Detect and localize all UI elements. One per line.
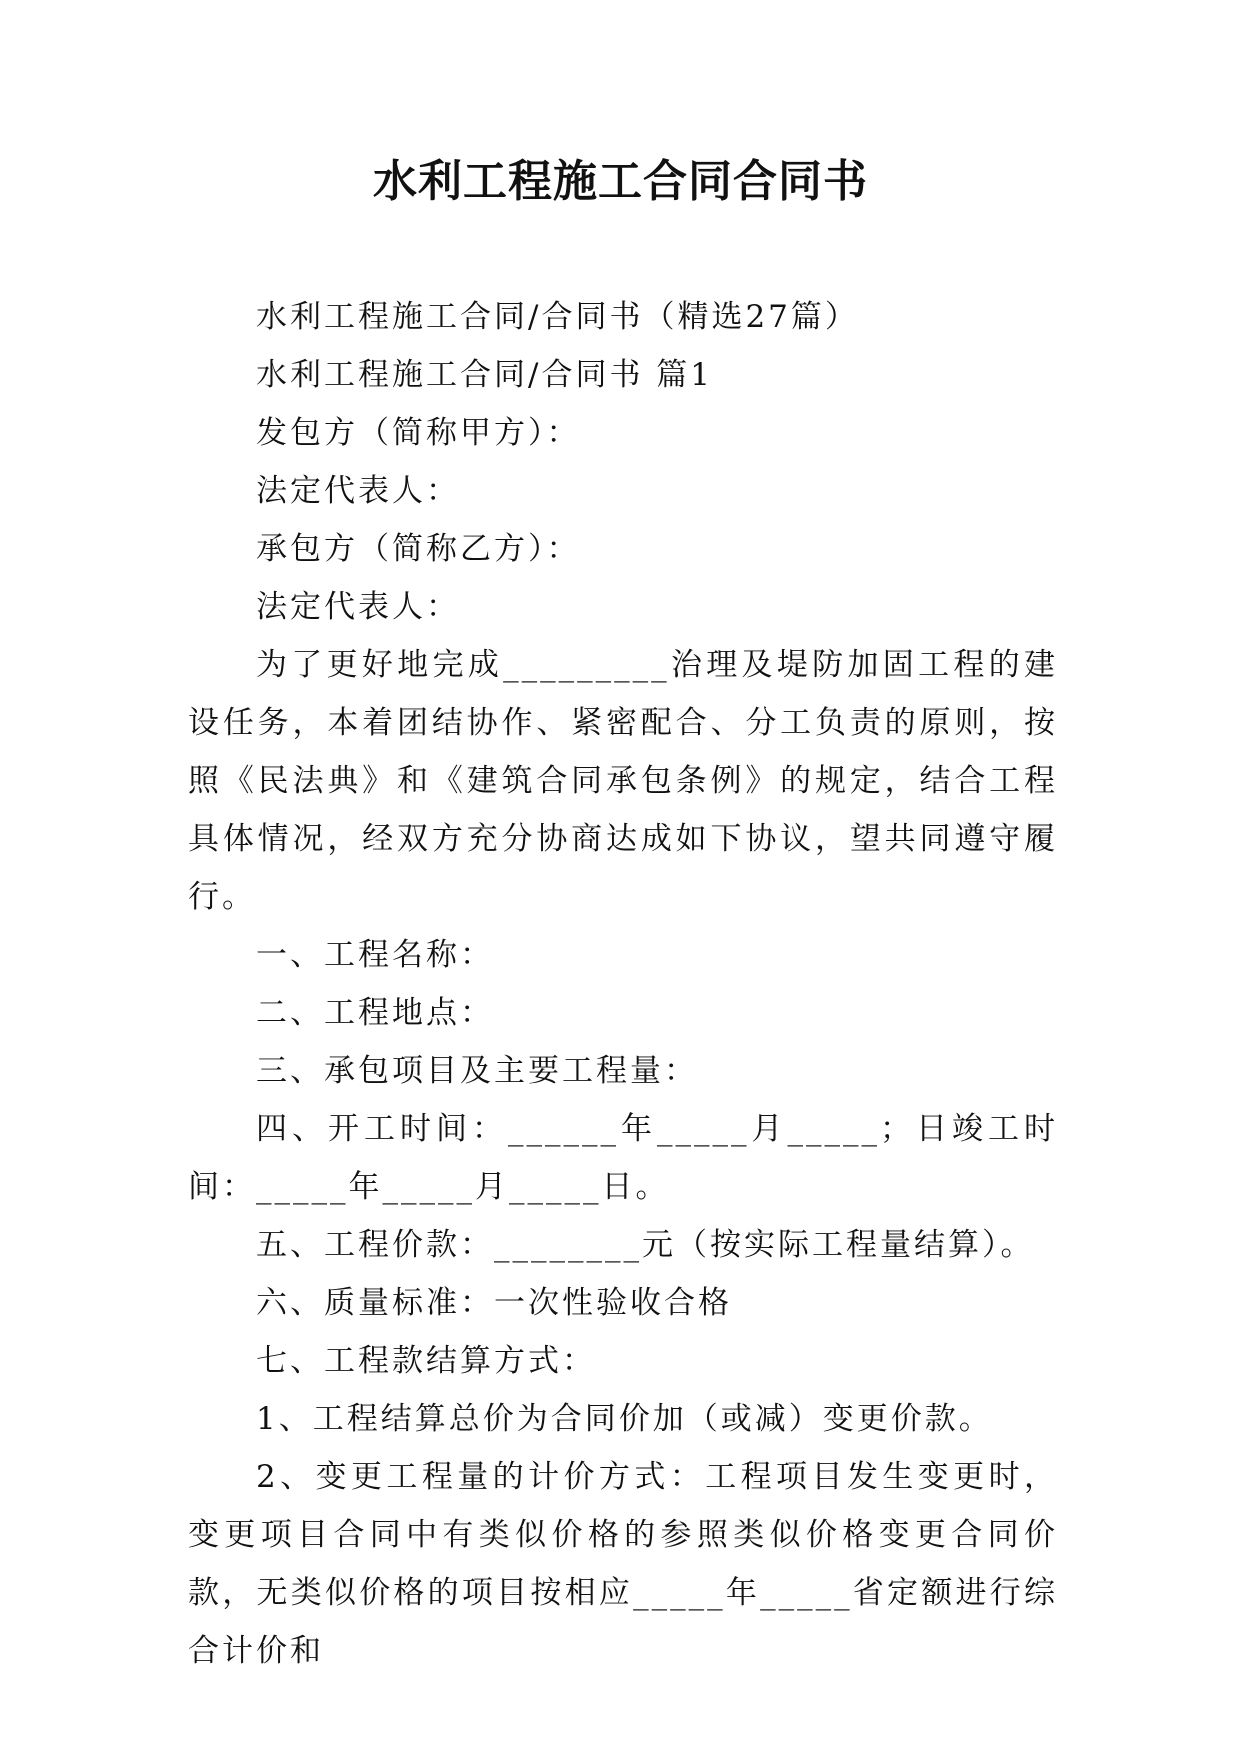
paragraph-schedule: 四、开工时间：______年_____月_____；日竣工时间：_____年_____月_____日。 (188, 1111, 1058, 1205)
paragraph-party-b: 承包方（简称乙方）： (256, 531, 581, 567)
paragraph-party-a-representative: 法定代表人： (256, 473, 460, 509)
paragraph-quality: 六、质量标准：一次性验收合格 (256, 1285, 732, 1321)
paragraph-collection-title: 水利工程施工合同/合同书（精选27篇） (256, 299, 859, 335)
paragraph-project-location: 二、工程地点： (256, 995, 494, 1031)
paragraph-settlement-item-1: 1、工程结算总价为合同价加（或减）变更价款。 (256, 1401, 993, 1437)
paragraph-project-scope: 三、承包项目及主要工程量： (256, 1053, 698, 1089)
paragraph-settlement-item-2: 2、变更工程量的计价方式：工程项目发生变更时，变更项目合同中有类似价格的参照类似价格变更合同价款，无类似价格的项目按相应_____年_____省定额进行综合计价和 (188, 1459, 1058, 1669)
paragraph-settlement: 七、工程款结算方式： (256, 1343, 596, 1379)
paragraph-preamble: 为了更好地完成_________治理及堤防加固工程的建设任务，本着团结协作、紧密配合、分工负责的原则，按照《民法典》和《建筑合同承包条例》的规定，结合工程具体情况，经双方充分协商达成如下协议，望共同遵守履行。 (188, 647, 1058, 915)
paragraph-party-b-representative: 法定代表人： (256, 589, 460, 625)
document-body (188, 288, 1058, 1680)
paragraph-project-name: 一、工程名称： (256, 937, 494, 973)
paragraph-section-title: 水利工程施工合同/合同书 篇1 (256, 357, 714, 393)
document-title: 水利工程施工合同合同书 (373, 156, 868, 207)
paragraph-price: 五、工程价款：________元（按实际工程量结算）。 (256, 1227, 1035, 1263)
paragraph-party-a: 发包方（简称甲方）： (256, 415, 581, 451)
